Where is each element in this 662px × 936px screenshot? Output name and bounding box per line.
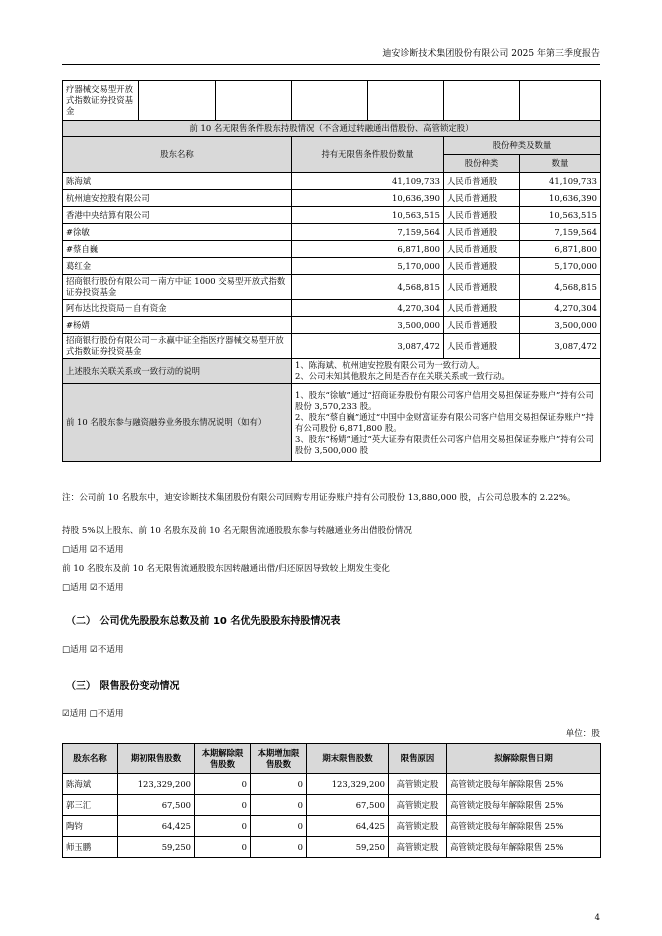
table-cell: 高管锁定股每年解除限售 25% <box>447 795 601 816</box>
col-header-type: 股份种类 <box>444 155 520 173</box>
table-cell: 0 <box>195 795 251 816</box>
shareholder-name: 杭州迪安控股有限公司 <box>63 190 292 207</box>
table-cell: 高管锁定股每年解除限售 25% <box>447 774 601 795</box>
share-type: 人民币普通股 <box>444 258 520 275</box>
table-cell: 64,425 <box>118 816 195 837</box>
column-header: 本期增加限售股数 <box>251 744 307 774</box>
unrestricted-qty: 3,087,472 <box>292 334 444 359</box>
share-type: 人民币普通股 <box>444 317 520 334</box>
share-count: 3,087,472 <box>520 334 601 359</box>
shareholder-name: 阿布达比投资局－自有资金 <box>63 300 292 317</box>
table-cell: 陶钧 <box>63 816 118 837</box>
note-main: 注：公司前 10 名股东中，迪安诊断技术集团股份有限公司回购专用证券账户持有公司股份 13,880,000 股，占公司总股本的 2.22%。 <box>62 493 576 503</box>
share-count: 4,270,304 <box>520 300 601 317</box>
table-cell: 高管锁定股 <box>389 795 447 816</box>
related-text <box>292 359 601 384</box>
table-cell: 0 <box>251 774 307 795</box>
table-cell: 师玉鹏 <box>63 837 118 858</box>
shareholder-name: 香港中央结算有限公司 <box>63 207 292 224</box>
share-type: 人民币普通股 <box>444 190 520 207</box>
unrestricted-shareholders-table <box>62 80 601 462</box>
section-title: 前 10 名无限售条件股东持股情况（不含通过转融通出借股份、高管锁定股） <box>63 121 601 137</box>
unrestricted-qty: 41,109,733 <box>292 173 444 190</box>
column-header: 期末限售股数 <box>307 744 389 774</box>
share-count: 10,636,390 <box>520 190 601 207</box>
table-cell: 高管锁定股每年解除限售 25% <box>447 816 601 837</box>
section2-title: （二） 公司优先股股东总数及前 10 名优先股股东持股情况表 <box>66 616 341 627</box>
change-title: 前 10 名股东及前 10 名无限售流通股股东因转融通出借/归还原因导致较上期发生变化 <box>62 564 390 574</box>
table-cell: 67,500 <box>118 795 195 816</box>
table-cell: 67,500 <box>307 795 389 816</box>
table-cell: 0 <box>251 837 307 858</box>
margin-text-2: 2、股东“蔡自巍”通过“中国中金财富证券有限公司客户信用交易担保证券账户”持有公司股份 6,871,800 股。 <box>295 411 594 433</box>
column-header: 限售原因 <box>389 744 447 774</box>
column-header: 拟解除限售日期 <box>447 744 601 774</box>
margin-text <box>292 384 601 462</box>
col-header-name: 股东名称 <box>63 137 292 173</box>
shareholder-name: 招商银行股份有限公司－永赢中证全指医疗器械交易型开放式指数证券投资基金 <box>63 334 292 359</box>
table-row <box>63 795 601 816</box>
unrestricted-qty: 10,563,515 <box>292 207 444 224</box>
column-header: 股东名称 <box>63 744 118 774</box>
section3-check: ☑适用 □不适用 <box>62 709 124 719</box>
table-row <box>63 241 601 258</box>
table-row <box>63 317 601 334</box>
shareholder-name: 葛红金 <box>63 258 292 275</box>
share-count: 6,871,800 <box>520 241 601 258</box>
unrestricted-qty: 10,636,390 <box>292 190 444 207</box>
table-cell: 0 <box>195 774 251 795</box>
restricted-shares-table <box>62 743 601 858</box>
table-row <box>63 774 601 795</box>
column-header: 本期解除限售股数 <box>195 744 251 774</box>
table-cell: 高管锁定股 <box>389 816 447 837</box>
table-row <box>63 275 601 300</box>
share-count: 7,159,564 <box>520 224 601 241</box>
col-header-qty: 持有无限售条件股份数量 <box>292 137 444 173</box>
page-number: 4 <box>594 913 600 923</box>
unrestricted-qty: 6,871,800 <box>292 241 444 258</box>
table-cell: 高管锁定股 <box>389 774 447 795</box>
share-count: 4,568,815 <box>520 275 601 300</box>
unrestricted-qty: 4,270,304 <box>292 300 444 317</box>
section3-title: （三） 限售股份变动情况 <box>66 681 180 692</box>
share-type: 人民币普通股 <box>444 207 520 224</box>
lending-check: □适用 ☑不适用 <box>62 545 124 555</box>
table-row <box>63 173 601 190</box>
col-header-type-group: 股份种类及数量 <box>444 137 601 155</box>
table-row <box>63 207 601 224</box>
share-type: 人民币普通股 <box>444 300 520 317</box>
table-row <box>63 300 601 317</box>
table-row <box>63 190 601 207</box>
table-cell: 高管锁定股 <box>389 837 447 858</box>
table-cell: 0 <box>251 816 307 837</box>
change-check: □适用 ☑不适用 <box>62 583 124 593</box>
share-count: 5,170,000 <box>520 258 601 275</box>
share-type: 人民币普通股 <box>444 241 520 258</box>
lending-title: 持股 5%以上股东、前 10 名股东及前 10 名无限售流通股股东参与转融通业务出借股份情况 <box>62 526 412 536</box>
margin-text-3: 3、股东“杨婧”通过“英大证券有限责任公司客户信用交易担保证券账户”持有公司股份 3,500,000 股 <box>295 433 594 455</box>
unit-label: 单位：股 <box>565 729 600 739</box>
table-cell: 0 <box>195 837 251 858</box>
unrestricted-qty: 3,500,000 <box>292 317 444 334</box>
table-cell: 0 <box>195 816 251 837</box>
related-text-2: 2、公司未知其他股东之间是否存在关联关系或一致行动。 <box>295 371 510 381</box>
table-row <box>63 334 601 359</box>
column-header: 期初限售股数 <box>118 744 195 774</box>
share-count: 10,563,515 <box>520 207 601 224</box>
related-label: 上述股东关联关系或一致行动的说明 <box>63 359 292 384</box>
table-cell: 123,329,200 <box>307 774 389 795</box>
table-cell: 0 <box>251 795 307 816</box>
table-cell: 64,425 <box>307 816 389 837</box>
table-cell: 高管锁定股每年解除限售 25% <box>447 837 601 858</box>
share-type: 人民币普通股 <box>444 173 520 190</box>
table-cell: 123,329,200 <box>118 774 195 795</box>
table-row <box>63 224 601 241</box>
shareholder-name: 陈海斌 <box>63 173 292 190</box>
table-row <box>63 258 601 275</box>
margin-text-1: 1、股东“徐敏”通过“招商证券股份有限公司客户信用交易担保证券账户”持有公司股份 3,570,233 股。 <box>295 389 594 411</box>
share-count: 41,109,733 <box>520 173 601 190</box>
shareholder-name: #徐敏 <box>63 224 292 241</box>
share-type: 人民币普通股 <box>444 224 520 241</box>
table-row <box>63 837 601 858</box>
shareholder-name: #蔡自巍 <box>63 241 292 258</box>
col-header-count: 数量 <box>520 155 601 173</box>
unrestricted-qty: 5,170,000 <box>292 258 444 275</box>
share-type: 人民币普通股 <box>444 275 520 300</box>
share-type: 人民币普通股 <box>444 334 520 359</box>
table-cell: 59,250 <box>118 837 195 858</box>
share-count: 3,500,000 <box>520 317 601 334</box>
shareholder-name: #杨婧 <box>63 317 292 334</box>
section2-check: □适用 ☑不适用 <box>62 645 124 655</box>
table-row <box>63 816 601 837</box>
partial-row-name: 疗器械交易型开放式指数证券投资基金 <box>63 81 139 121</box>
shareholder-name: 招商银行股份有限公司－南方中证 1000 交易型开放式指数证券投资基金 <box>63 275 292 300</box>
table-cell: 59,250 <box>307 837 389 858</box>
related-text-1: 1、陈海斌、杭州迪安控股有限公司为一致行动人。 <box>295 360 485 370</box>
unrestricted-qty: 7,159,564 <box>292 224 444 241</box>
unrestricted-qty: 4,568,815 <box>292 275 444 300</box>
table-cell: 郭三汇 <box>63 795 118 816</box>
margin-label: 前 10 名股东参与融资融券业务股东情况说明（如有） <box>63 384 292 462</box>
page-header: 迪安诊断技术集团股份有限公司 2025 年第三季度报告 <box>62 48 600 65</box>
table-cell: 陈海斌 <box>63 774 118 795</box>
